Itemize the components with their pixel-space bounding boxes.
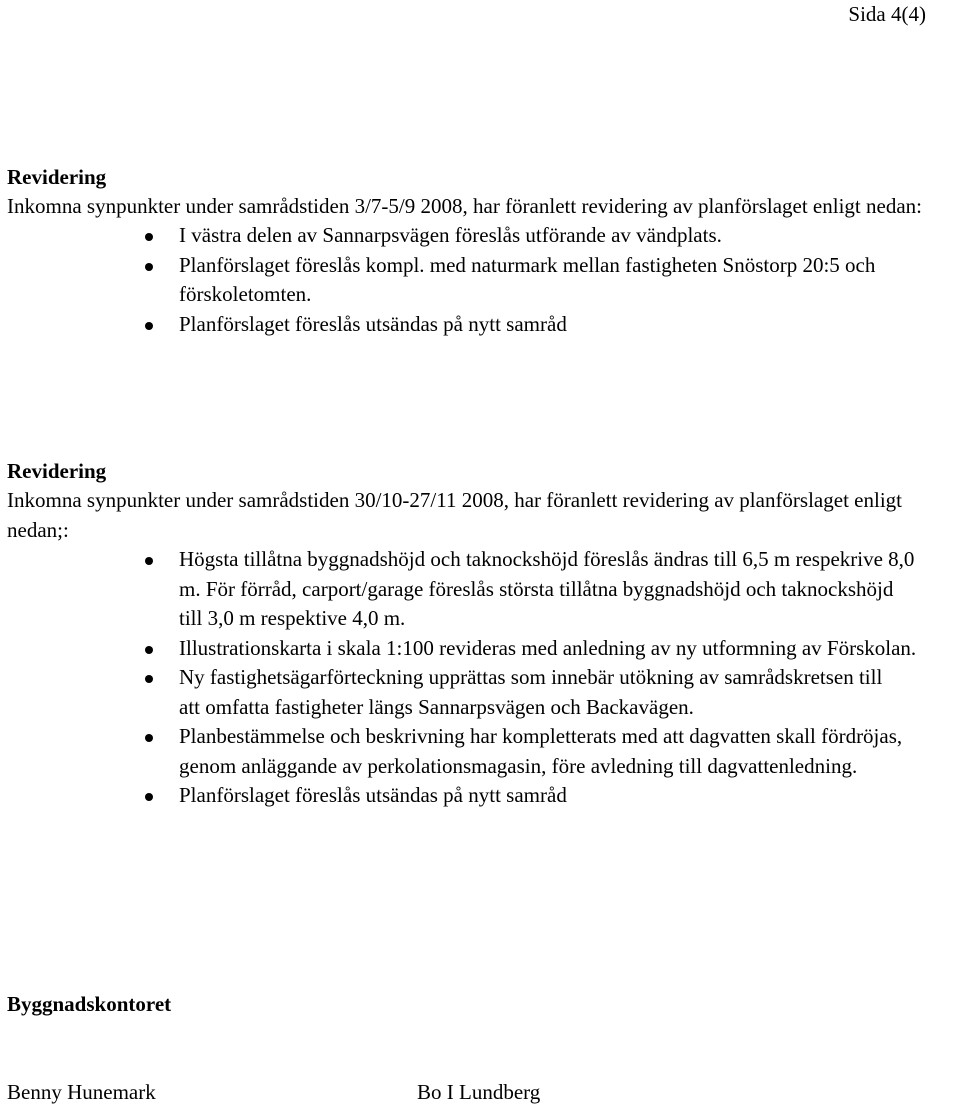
list-item-text: Högsta tillåtna byggnadshöjd och taknockshöjd föreslås ändras till 6,5 m respekrive 8,0 m. För förråd, carport/garage föreslås största tillåtna byggnadshöjd och taknockshöjd till 3,0 m respektive 4,0 m. — [179, 547, 915, 630]
list-item-text: Ny fastighetsägarförteckning upprättas som innebär utökning av samrådskretsen till att omfatta fastigheter längs Sannarpsvägen och Backavägen. — [179, 665, 883, 719]
list-item-text: Planbestämmelse och beskrivning har kompletterats med att dagvatten skall fördröjas, genom anläggande av perkolationsmagasin, före avledning till dagvattenledning. — [179, 724, 903, 778]
section-heading: Revidering — [7, 459, 107, 483]
list-item-text: Illustrationskarta i skala 1:100 revideras med anledning av ny utformning av Förskolan. — [179, 635, 917, 660]
list-item-text: I västra delen av Sannarpsvägen föreslås utförande av vändplats. — [179, 223, 722, 247]
signature-right: Bo I Lundberg — [417, 1080, 541, 1104]
list-item-text: Planförslaget föreslås kompl. med naturmark mellan fastigheten Snöstorp 20:5 och förskoletomten. — [179, 252, 876, 306]
bullet-icon — [145, 793, 153, 801]
bullet-icon — [145, 557, 153, 565]
bullet-icon — [145, 675, 153, 683]
bullet-icon — [145, 734, 153, 742]
list-item — [7, 663, 957, 722]
revision-section-1 — [7, 163, 957, 339]
revision-section-2 — [7, 457, 957, 811]
page-number: Sida 4(4) — [848, 2, 926, 26]
bullet-icon — [145, 233, 153, 241]
signature-left: Benny Hunemark — [7, 1080, 156, 1104]
section-intro: Inkomna synpunkter under samrådstiden 3/7-5/9 2008, har föranlett revidering av planförslaget enligt nedan: — [7, 194, 922, 218]
revision-list — [7, 221, 957, 339]
office-name: Byggnadskontoret — [7, 992, 172, 1016]
list-item — [7, 221, 957, 251]
revision-list — [7, 545, 957, 811]
list-item-text: Planförslaget föreslås utsändas på nytt samråd — [179, 783, 567, 807]
list-item — [7, 310, 957, 340]
section-heading: Revidering — [7, 165, 107, 189]
list-item — [7, 781, 957, 811]
bullet-icon — [145, 263, 153, 271]
list-item — [7, 545, 957, 634]
list-item-text: Planförslaget föreslås utsändas på nytt samråd — [179, 311, 567, 336]
bullet-icon — [145, 322, 153, 330]
bullet-icon — [145, 646, 153, 654]
list-item — [7, 722, 957, 781]
list-item — [7, 251, 957, 310]
list-item — [7, 634, 957, 664]
section-intro: Inkomna synpunkter under samrådstiden 30/10-27/11 2008, har föranlett revidering av planförslaget enligt nedan;: — [7, 488, 902, 542]
